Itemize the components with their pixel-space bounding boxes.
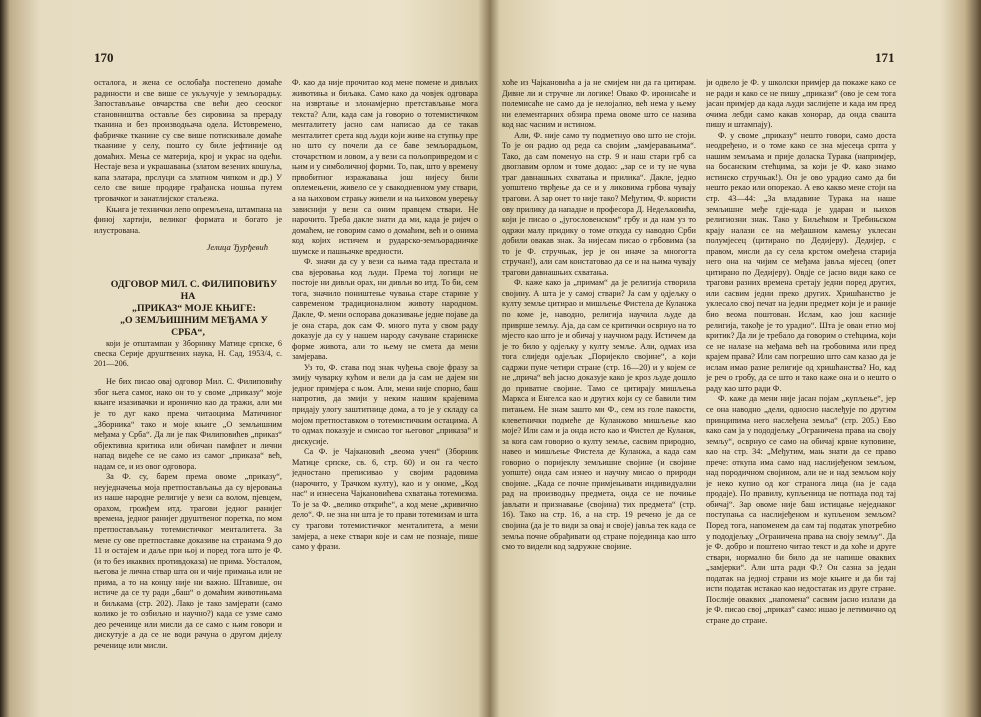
paragraph: Али, Ф. није само ту подметнуо ово што не стоји. То је он радио од реда са својим „замјеравањима“. Тако, да сам поменуо на стр. 9 и наш стари грб са двоглавим орлом и томе додао: „зар се и ту не чува траг давнашњих схватања и прилика“. Дакле, једно уопштено тврђење да се и у ликовима грбова чувају трагови. А зар онет то није тако? Међутим, Ф. користи ову прилику да нападне и професора Д. Недељковића, који је писао о „југословенском“ грбу и да нам уз то одржи малу придику о томе откуда су наводно Срби добили овакав знак. За нијесам писао о грбовима (за то је Ф. стручњак, јер је он иначе за многогта стручан!), али сам констатовао да се и на њима чувају трагови давнашњих схватања.: [502, 130, 696, 277]
article-heading: ОДГОВОР МИЛ. С. ФИЛИПОВИЋУ НА: [110, 278, 278, 302]
paragraph: ји одвело је Ф. у школски примјер да покаже како се не ради и како се не пишу „прикази“ (ово је сем тога јасан примјер да када људи заслијепе и када им пред очима лебди само какав хонорар, да онда свашта пишу и штампају).: [706, 78, 896, 130]
left-column-1: [94, 78, 282, 690]
paragraph: Ф. значи да су у вези са њима тада престала и сва вјеровања код људи. Према тој логици не постоје ни дивљи орах, ни дивљи во итд. То би, сем тога, значило поништење чувања старе старине у савременом традиционалном животу народном. Дакле, Ф. мени оспорава доказивање једне појаве да је она стара, док сам Ф. много пута у свом раду доказује да су у нашем народу сачуване старинске форме живота, али то њему не смета да мени замјерава.: [292, 257, 478, 362]
signature: Јелица Ђурђевић: [206, 242, 268, 253]
article-heading: „О ЗЕМЉИШНИМ МЕЂАМА У СРБА“,: [120, 314, 268, 338]
left-page: [0, 0, 490, 717]
paragraph: Ф. каже да мени није јасан појам „купљење“, јер се она наводно „дели, односно наслеђује по другим принципима него наслеђена земља“ (стр. 205.) Ево како сам ја у пододјељку „Ограничена права на своју земљу“, осврнуо се само на обичај крвне куповине, као на стр. 34: „Међутим, мањ знати да се право прече: откупа има само над наслијеђеном земљом, над породичном својином, али не и над земљом коју је неко купио од ког странога лица (на је сада продаје). По правилу, купљеница не потпада под тај обичај“. Зар овоме није баш истицање неједнаког поступања са наслијеђеном и купљеном земљом? Поред тога, напоменем да сам тај податак употребио у пододјељку „Ограничена права на своју земљу“. Да је Ф. добро и поштено читао текст и да хоће и друге ствари, нормално би било да не напише оваквих „замјерки“. Али шта ради Ф.? Он сазна за један податак на једној страни из моје књиге и да би тај исти податак истакао као недостатак из друге стране. Послије оваквих „напомена“ сасвим јасно излази да је Ф. писао свој „приказ“ само: ишао је летимично од стране до стране.: [706, 394, 896, 625]
right-column-1: [502, 78, 696, 690]
article-heading: „ПРИКАЗ“ МОЈЕ КЊИГЕ:: [132, 302, 256, 314]
left-column-2: [292, 78, 478, 690]
paragraph: Ф. као да није прочитао код мене помене и дивљих животиња и биљака. Само како да човјек одговара на извртање и злонамјерно претстављање мога текста? Али, када сам ја говорио о тотемистичком менталитету јасно сам написао да се такав менталитет срета код људи који живе на ступњу пре но што су почели да се баве земљорадњом, сточарством и ловом, а у вези са пољопривредом и с њим и у симболичној форми. То, пак, што у времену првобитног изражавања још нијесу били оплемењени, живело се у свакодневном уму ствари, а на њиховом стрању живели и на њиховом уверењу зависнији у вези са оним правцем ствари. Не нарочито. Треба дакле знати да ми, када је ријеч о домаћем, не говорим само о домаћим, већ и о онима код којих истичем и рударско-земљорадничке шумске и пашњачке вредности.: [292, 78, 478, 256]
page-number: 171: [875, 50, 895, 65]
right-column-2: [706, 78, 896, 690]
paragraph: Ф. каже како ја „примам“ да је религија створила својину. А шта је у самој ствари? Ја сам у одјељку о култу земље цитирао и мишљење Фистела де Куланжа по коме је, наводно, религија научила људе да приврше земљу. Аја, да сам се критички осврнуо на то мјесто као што је и обичај у научном раду. Истичем да је то било у одјељку у култу земље. Али, одмах иза тога слиједи одјељак „Поријекло својине“, а који садржи пуне четири стране (стр. 16—20) и у којем се не „прича“ већ јасно доказује како је кроз људе дошло до приватне својине. Тамо се цитирају мишљења Маркса и Енгелса као и других који су се бавили тим питањем. Не знам зашто ми Ф., сем из голе пакости, клеветнички подмеће де Куланжово мишљење као моје? Или сам и ја онда исто као и Фистел де Куланж, за кога сам говорио о култу земље, сасвим природно, навео и мишљење Фистела де Куланжа, а када сам говорио о поријеклу земљишне својине (и својине уопште) онда сам изнео и научну мисао о природи својине. „Када се почне примјењивати индивидуални рад на производњу предмета, онда се не почиње јављати и признавање (својина) тих предмета“ (стр. 16). Тако на стр. 16, а на стр. 19 речено је да се својина (да је то види за овај и своје) јавља тек када се земља почне обрађивати од стране појединца као што смо то видели код задружне својине.: [502, 278, 696, 552]
paragraph: Ф. у своме „приказу“ нешто говори, само доста неодређено, и о томе како се зна мјесеца српта у нашим земљама и прије доласка Турака (напримјер, на босанским стећцима, за који је Ф. како знамо истинско стручњак!). Он је ово урадио само да би нешто рекао или опорекао. А ево какво мене стоји на стр. 43—44: „За владавине Турака на наше земљишне међе гдје-када је ударан и њихов религиозни знак. Тако у Биљећком и Требињском крају налази се на међашном камењу уклесан полумјесец (цитирано по Дедијеру). Дедијер, с правом, мисли да су села крстом омеђена старија него она на чијим се међама јавља мјесец (опет цитирано по Дедијеру). Овдје се јасно види како се трагови разних времена сретају једни поред других, или сасвим једни преко других. Хришћанство је уклесало свој печат на једни предмет који је и раније био веома поштован. Ислам, као још касније религија, такође је то урадио“. Шта је ован етно мој критик? Да ли је требало да говорим о стећцима, који се не налазе на међама већ на гробовима или пред крајем права? Или сам погрешио што сам казао да је ислам имао разне религије од хришћанства? Но, кад је реч о гробу, да се што и тако каже она и о нешто о раду као што ради Ф.: [706, 130, 896, 393]
right-page: [490, 0, 981, 717]
paragraph: Уз то, Ф. става под знак чуђења своје фразу за змију чуварку кућом и вели да ја сам не дајем ни једног примјера с њом. Али, мени није спорно, баш напротив, да змији у неким нашим крајевима придају улогу заштитнице дома, а то је у складу са мојом претпоставком о тотемистичким остацима. А то одмах показује и смисао тог његовог „приказа“ и дискусије.: [292, 362, 478, 446]
paragraph: хоће из Чајкановића а ја не смијем ни да га цитирам. Дивне ли и стручне ли логике! Овако Ф. иронисаће и полемисаће не само да је нелојално, већ нема у њему ни елементарних обзира према овоме што се назива код нас часним и истином.: [502, 78, 696, 130]
paragraph: Са Ф. је Чајкановић „веома учен“ (Зборник Матице српске, св. 6, стр. 60) и он га често једностано преписивао у својим радовима (нарочито, у Трачком култу), као и у ономе, „Код нас“ и изнесена Чајкановићева схватања тотемизма. То је за Ф. „велико откриће“, а код мене „кривично дело“. Ф. не зна ни шта је то прави тотемизам и шта су трагови тотемистичког менталитета, а мени замјера, а неке ствари које и сам не познаје, пише само у фрази.: [292, 447, 478, 552]
paragraph: осталога, и жена се ослобађа постепено домаће радиности и све више се укључује у земљорадњу. Запостављање овчарства све већи део сеоског становништва оставље без сировина за прераду тканина и без производњача одела. Истовремено, фабричке тканине су све више потискивале домаће ткаанине у селу, пошто су биле јефтиније од домаћих. Мења се материја, крој и украс на одећи. Нестаје веза и украшавања (златом везених кошуља, капа златара, прслуци са златном чипком и др.) У село све више продире грађанска ношња путем трговачког и занатлијског стаљежа.: [94, 78, 282, 204]
page-number: 170: [94, 50, 114, 65]
paragraph: Књига је технички лепо опремљена, штампана на финој хартији, великог формата и богато је илустрована.: [94, 204, 282, 235]
paragraph: Не бих писао овај одговор Мил. С. Филиповићу због њега самог, иако он то у своме „приказу“ моје књиге изазивачки и иронично као да тражи, али ми је то дуг како према читаоцима Матичиног „Зборника“ тако и моје књиге „О земљишним међама у Срба“. Да ли је пак Филиповићев „приказ“ објективна критика или обичан памфлет и лични напад видеће се не само из самог „приказа“ већ, надам се, и из овог одговора.: [94, 377, 282, 471]
article-subheading: који је отштампан у Зборнику Матице српске, 6 свеска Серије друштвених наука, Н. Сад, 1953/4, с. 201—206.: [94, 338, 282, 369]
paragraph: За Ф. су, барем према овоме „приказу“, неуједначења моја претпостављања да су вјеровања из наше народне религије у вези са волом, пјевцем, орахом, грожђем итд. трагови једног ранијег времена, једног ранијег друштвеног поретка, по мом претпостављању тотемистичког менталитета. За мене су ове претпоставке доказиве на странама 9 до 11 и остајем и даље при њој и поред тога што је Ф. (и то без икаквих противдоказа) не прима. Уосталом, његова је лична ствар шта он и чије примања или не прима, а то на концу није ни важно. Штавише, он истиче да се ту ради „баш“ о домаћим животињама и биљкама (стр. 202). Лако је тако замјерати (само колико је то озбиљно и научно?) када се узме само део реченице или мисли да се само с њим говори и дискутује а да се не води рачуна о другом дијелу реченице или мисли.: [94, 472, 282, 651]
